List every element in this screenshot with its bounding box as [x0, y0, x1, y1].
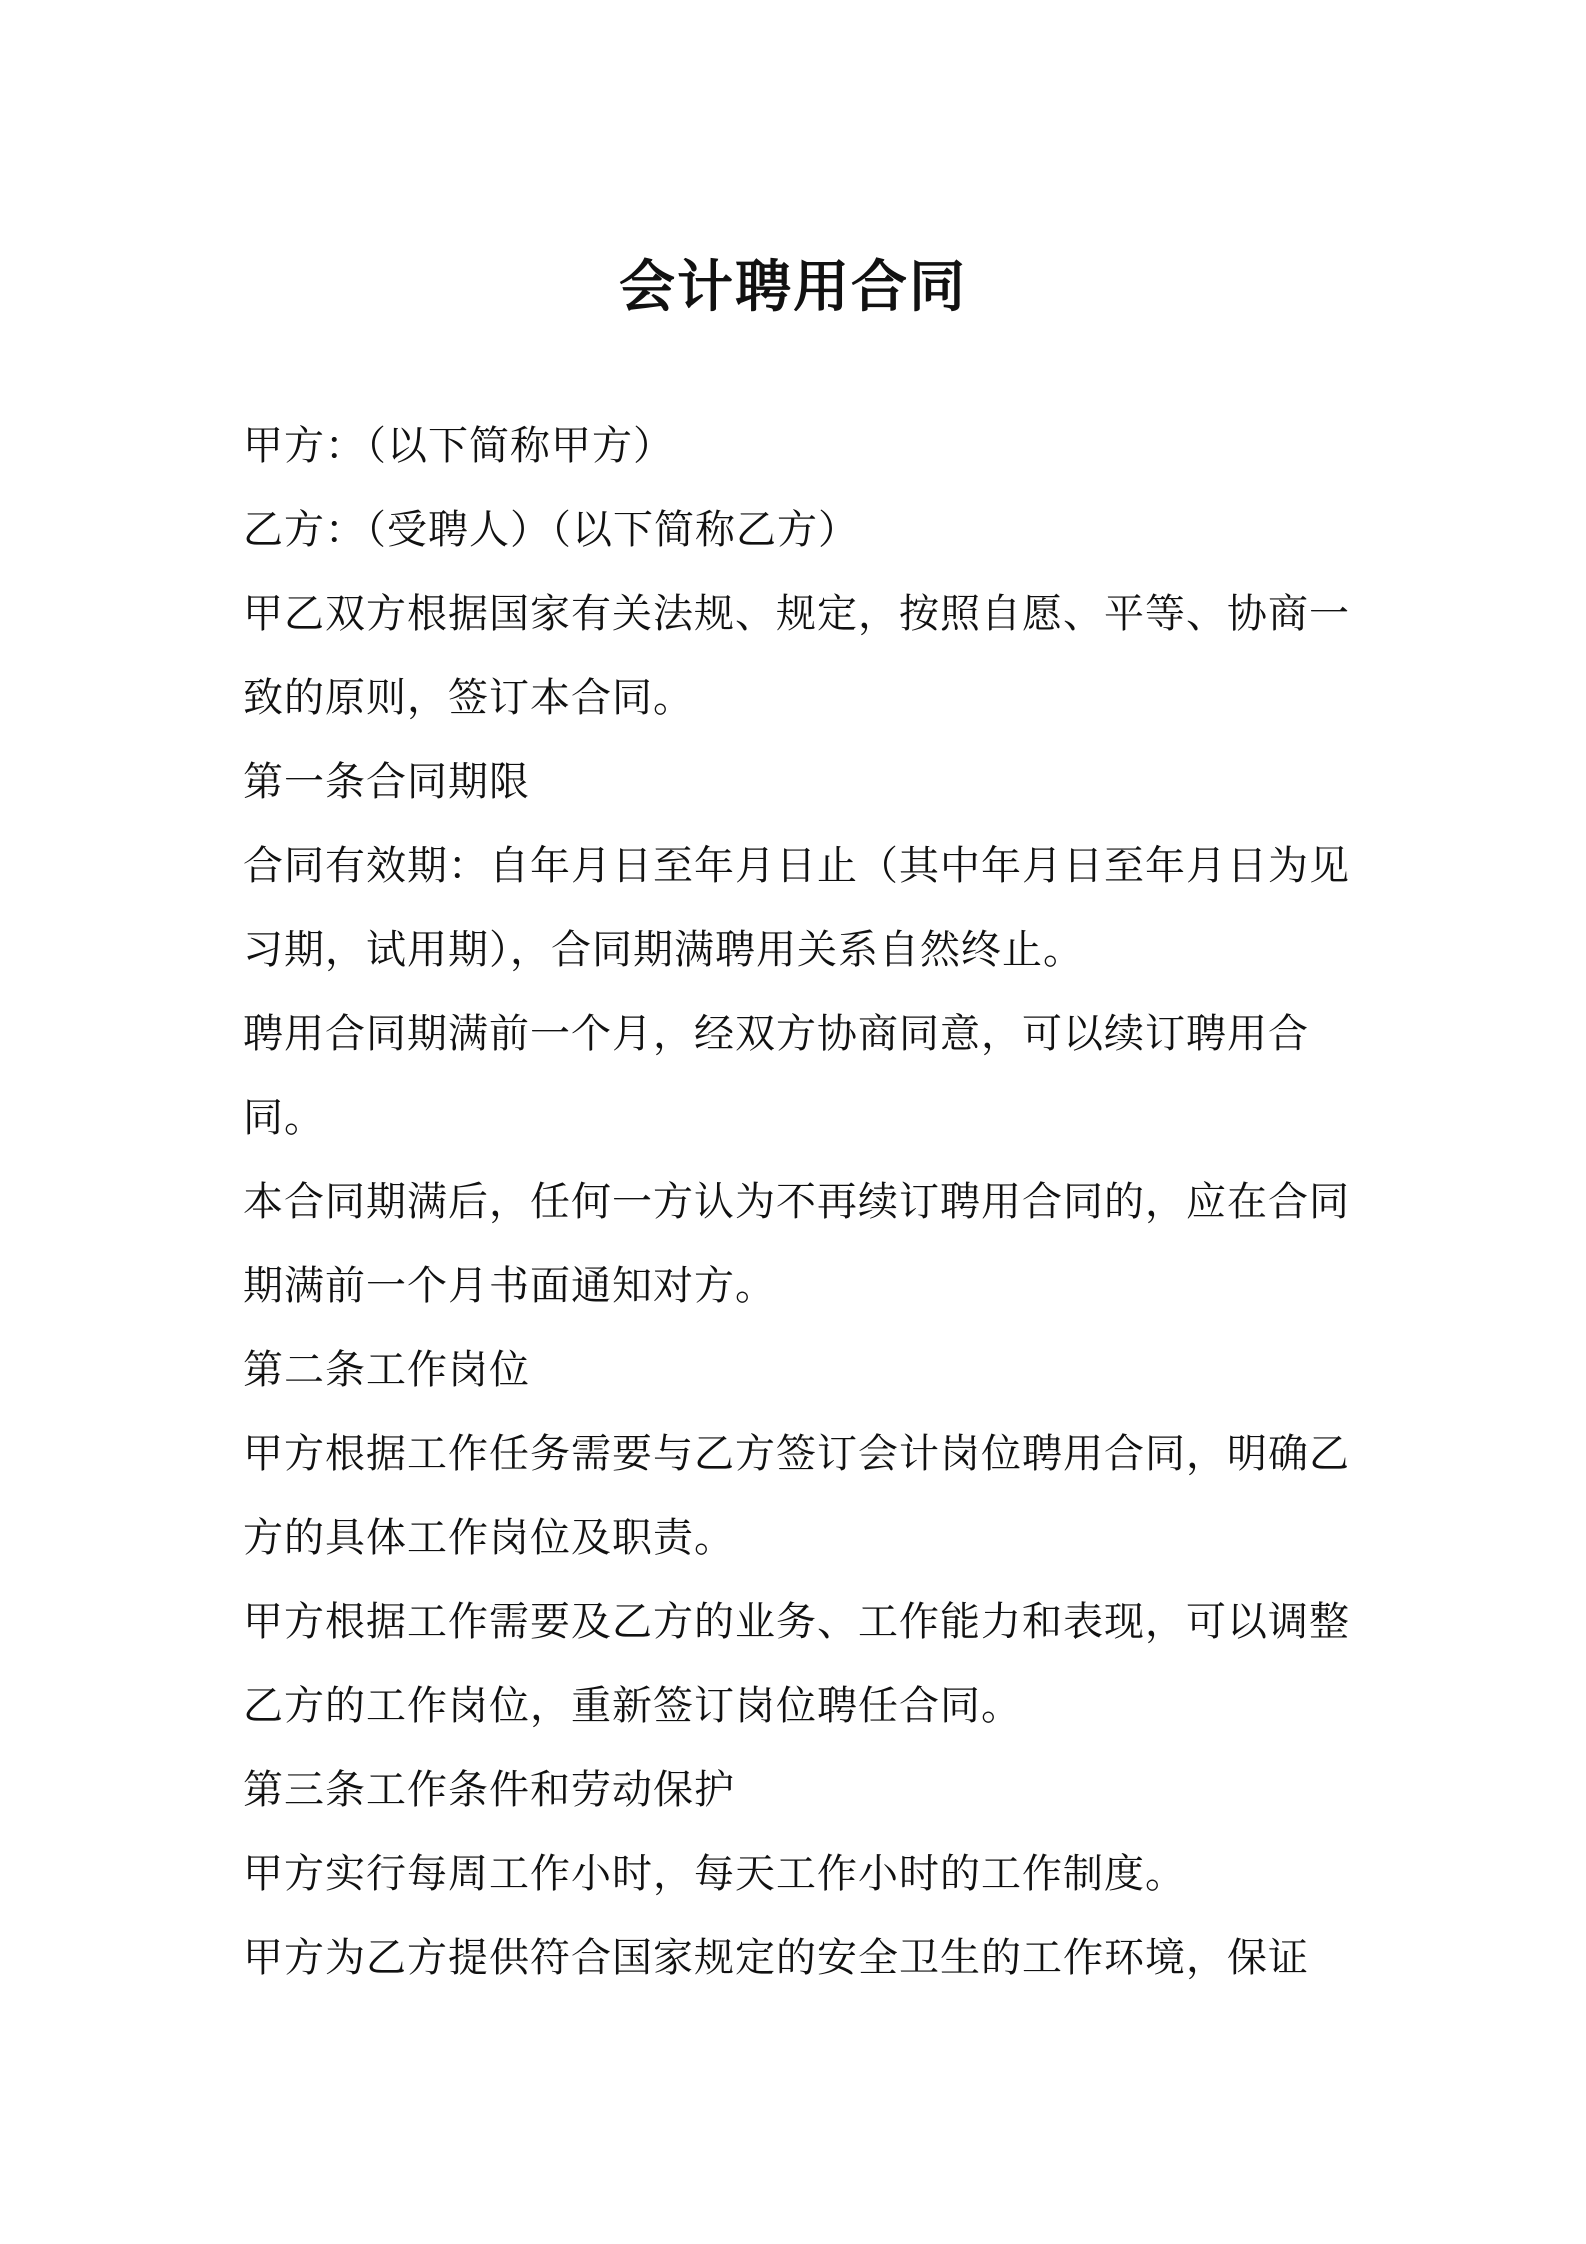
article-3-paragraph: 甲方为乙方提供符合国家规定的安全卫生的工作环境，保证 [243, 1935, 1309, 1981]
document-title: 会计聘用合同 [619, 255, 967, 320]
article-3-heading: 第三条工作条件和劳动保护 [243, 1767, 735, 1813]
article-2-paragraph: 甲方根据工作需要及乙方的业务、工作能力和表现，可以调整乙方的工作岗位，重新签订岗位聘任合同。 [243, 1599, 1350, 1729]
article-1-paragraph: 合同有效期：自年月日至年月日止（其中年月日至年月日为见习期，试用期），合同期满聘用关系自然终止。 [243, 843, 1350, 973]
article-2-heading: 第二条工作岗位 [243, 1347, 530, 1393]
article-1-heading: 第一条合同期限 [243, 759, 530, 805]
party-b-line: 乙方：（受聘人）（以下简称乙方） [243, 507, 859, 553]
article-3-paragraph: 甲方实行每周工作小时，每天工作小时的工作制度。 [243, 1851, 1186, 1897]
party-a-line: 甲方：（以下简称甲方） [243, 423, 674, 469]
article-2-paragraph: 甲方根据工作任务需要与乙方签订会计岗位聘用合同，明确乙方的具体工作岗位及职责。 [243, 1431, 1350, 1561]
article-1-paragraph: 聘用合同期满前一个月，经双方协商同意，可以续订聘用合同。 [243, 1011, 1309, 1141]
article-1-paragraph: 本合同期满后，任何一方认为不再续订聘用合同的，应在合同期满前一个月书面通知对方。 [243, 1179, 1350, 1309]
document-body [243, 404, 1363, 2000]
preamble-paragraph: 甲乙双方根据国家有关法规、规定，按照自愿、平等、协商一致的原则，签订本合同。 [243, 591, 1350, 721]
